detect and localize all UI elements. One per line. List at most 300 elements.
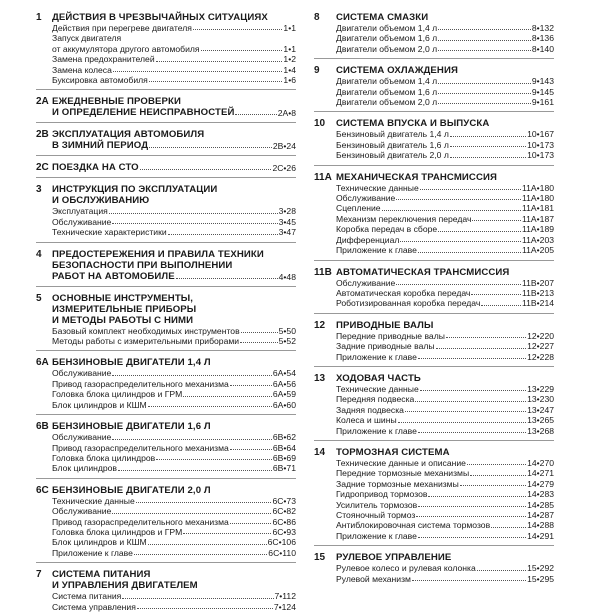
toc-entry-page: 6A•59 — [272, 389, 296, 400]
dot-leader — [112, 375, 272, 376]
dot-leader — [113, 71, 283, 72]
dot-leader — [396, 199, 521, 200]
chapter-title: И МЕТОДЫ РАБОТЫ С НИМИ — [52, 314, 194, 326]
section-body — [52, 249, 296, 282]
toc-entry-page: 13•265 — [527, 415, 554, 426]
dot-leader — [148, 544, 267, 545]
toc-entry — [52, 206, 296, 216]
toc-entry-page: 14•271 — [527, 468, 554, 479]
toc-entry-label: Двигатели объемом 1,4 л — [336, 23, 438, 33]
toc-entry-page: 13•268 — [527, 425, 554, 436]
section-body — [52, 293, 296, 347]
dot-leader — [450, 146, 526, 147]
section-divider — [36, 478, 296, 479]
chapter-page-ref: 4•48 — [278, 271, 296, 282]
toc-entry-label: Блок цилиндров и КШМ — [52, 399, 147, 410]
toc-entry-label: Двигатели объемом 2,0 л — [336, 97, 438, 108]
section-body — [52, 184, 296, 237]
toc-entry — [52, 400, 296, 410]
dot-leader — [491, 527, 526, 528]
toc-entry — [336, 214, 554, 224]
toc-entry — [336, 203, 554, 213]
dot-leader — [405, 411, 526, 412]
dot-leader — [428, 496, 526, 497]
toc-section — [36, 184, 296, 237]
toc-entry-page: 6B•71 — [272, 463, 296, 474]
dot-leader — [235, 114, 276, 115]
toc-entry — [336, 458, 554, 468]
chapter-title: ХОДОВАЯ ЧАСТЬ — [336, 372, 421, 384]
toc-entry — [336, 510, 554, 520]
chapter-title: РУЛЕВОЕ УПРАВЛЕНИЕ — [336, 552, 452, 564]
dot-leader — [112, 439, 272, 440]
toc-section — [314, 172, 554, 256]
dot-leader — [396, 284, 521, 285]
toc-right-column — [314, 12, 554, 584]
toc-entry — [52, 496, 296, 506]
dot-leader — [460, 485, 526, 486]
chapter-title: И ОБСЛУЖИВАНИЮ — [52, 195, 150, 207]
toc-entry-label: Бензиновый двигатель 1,6 л — [336, 139, 449, 150]
toc-entry-page: 6A•56 — [272, 378, 296, 389]
toc-section — [314, 373, 554, 436]
toc-section — [314, 12, 554, 54]
toc-entry-label: Эксплуатация — [52, 206, 108, 217]
chapter-number: 7 — [36, 569, 42, 581]
dot-leader — [112, 513, 271, 514]
toc-entry — [336, 193, 554, 203]
toc-entry-label: Стояночный тормоз — [336, 510, 416, 520]
toc-entry — [336, 563, 554, 573]
chapter-number: 3 — [36, 184, 42, 196]
toc-entry — [336, 426, 554, 436]
toc-entry-label: Технические данные — [336, 383, 419, 394]
section-body — [336, 373, 554, 436]
toc-section — [314, 552, 554, 584]
toc-entry — [52, 591, 296, 601]
toc-entry — [336, 331, 554, 341]
dot-leader — [477, 570, 526, 571]
toc-entry — [52, 548, 296, 558]
chapter-title-row — [52, 140, 296, 151]
toc-entry-page: 6C•106 — [267, 537, 296, 548]
section-body — [336, 320, 554, 362]
chapter-number: 1 — [36, 12, 42, 23]
section-divider — [314, 366, 554, 367]
toc-entry-label: Привод газораспределительного механизма — [52, 442, 229, 453]
dot-leader — [136, 502, 272, 503]
chapter-number: 12 — [314, 319, 326, 331]
toc-entry — [336, 489, 554, 499]
toc-entry-label: Технические характеристики — [52, 227, 167, 238]
chapter-title: ПОЕЗДКА НА СТО — [52, 162, 139, 174]
toc-entry-label: Технические данные — [52, 495, 135, 506]
dot-leader — [140, 169, 272, 170]
section-divider — [36, 122, 296, 123]
dot-leader — [122, 598, 273, 599]
toc-entry — [336, 44, 554, 54]
dot-leader — [438, 29, 531, 30]
toc-entry-page: 14•270 — [527, 457, 554, 468]
dot-leader — [230, 385, 272, 386]
section-body — [336, 65, 554, 107]
dot-leader — [112, 223, 277, 224]
toc-section — [36, 357, 296, 410]
toc-entry-page: 11A•180 — [522, 193, 554, 204]
chapter-number: 2C — [36, 162, 49, 174]
toc-entry-label: Обслуживание — [52, 432, 112, 443]
chapter-title: ОСНОВНЫЕ ИНСТРУМЕНТЫ, — [52, 292, 194, 304]
chapter-number: 14 — [314, 446, 326, 458]
chapter-number: 2A — [36, 96, 49, 108]
section-divider — [314, 313, 554, 314]
section-divider — [36, 89, 296, 90]
toc-entry — [336, 574, 554, 584]
toc-entry — [336, 288, 554, 298]
dot-leader — [148, 406, 272, 407]
toc-entry — [52, 23, 296, 33]
toc-entry-label: Приложение к главе — [336, 351, 417, 362]
toc-section — [314, 65, 554, 107]
toc-entry-page: 6B•64 — [272, 442, 296, 453]
toc-entry-label: Обслуживание — [52, 216, 112, 227]
dot-leader — [241, 332, 278, 333]
toc-entry-page: 6A•60 — [272, 399, 296, 410]
toc-entry — [336, 415, 554, 425]
dot-leader — [156, 459, 272, 460]
toc-entry-label: Двигатели объемом 1,6 л — [336, 86, 438, 97]
toc-entry-label: Привод газораспределительного механизма — [52, 516, 229, 527]
toc-entry — [336, 278, 554, 288]
toc-entry-page: 6A•54 — [272, 368, 296, 379]
chapter-number: 5 — [36, 292, 42, 304]
toc-entry-label: Привод газораспределительного механизма — [52, 378, 229, 389]
toc-entry-page: 7•112 — [274, 591, 296, 602]
toc-entry-label: Двигатели объемом 2,0 л — [336, 43, 438, 54]
toc-entry-label: Система управления — [52, 601, 136, 612]
toc-entry-page: 6C•82 — [272, 506, 296, 517]
section-body — [52, 96, 296, 118]
toc-entry-label: Бензиновый двигатель 2,0 л — [336, 150, 449, 161]
toc-entry — [52, 527, 296, 537]
toc-entry — [52, 453, 296, 463]
toc-entry — [52, 602, 296, 612]
dot-leader — [240, 342, 278, 343]
toc-entry — [52, 227, 296, 237]
toc-entry-page: 14•279 — [527, 478, 554, 489]
dot-leader — [472, 220, 521, 221]
toc-entry — [336, 245, 554, 255]
toc-entry — [336, 520, 554, 530]
toc-entry — [336, 23, 554, 33]
chapter-title: В ЗИМНИЙ ПЕРИОД — [52, 140, 149, 152]
chapter-page-ref: 2C•26 — [272, 163, 296, 174]
toc-section — [36, 421, 296, 474]
toc-entry-label: Приложение к главе — [336, 245, 417, 256]
dot-leader — [438, 103, 531, 104]
toc-entry-label: Базовый комплект необходимых инструментов — [52, 325, 240, 336]
chapter-title: ЕЖЕДНЕВНЫЕ ПРОВЕРКИ — [52, 96, 181, 108]
toc-entry-label: Система питания — [52, 591, 122, 602]
chapter-number: 8 — [314, 12, 320, 23]
chapter-number: 13 — [314, 372, 326, 384]
toc-entry — [336, 33, 554, 43]
dot-leader — [438, 40, 531, 41]
section-body — [52, 569, 296, 612]
toc-entry-label: Автоматическая коробка передач — [336, 287, 471, 298]
section-body — [52, 162, 296, 173]
toc-entry — [52, 432, 296, 442]
section-divider — [314, 260, 554, 261]
toc-entry-page: 14•288 — [527, 520, 554, 531]
toc-entry-label: Обслуживание — [52, 368, 112, 379]
toc-entry — [336, 97, 554, 107]
dot-leader — [193, 29, 283, 30]
chapter-title: И ОПРЕДЕЛЕНИЕ НЕИСПРАВНОСТЕЙ — [52, 107, 235, 119]
chapter-number: 6A — [36, 357, 49, 369]
toc-entry — [336, 76, 554, 86]
toc-entry-label: Бензиновый двигатель 1,4 л — [336, 129, 449, 140]
toc-entry-label: Головка блока цилиндров и ГРМ — [52, 526, 183, 537]
toc-section — [36, 129, 296, 151]
toc-section — [314, 320, 554, 362]
toc-entry-page: 6C•110 — [268, 547, 296, 558]
toc-section — [36, 12, 296, 85]
section-divider — [36, 350, 296, 351]
toc-entry-page: 13•230 — [527, 394, 554, 405]
toc-entry-label: Передние приводные валы — [336, 330, 445, 341]
toc-entry — [336, 500, 554, 510]
dot-leader — [438, 50, 531, 51]
toc-section — [36, 96, 296, 118]
dot-leader — [467, 464, 526, 465]
toc-entry — [52, 326, 296, 336]
toc-entry — [52, 389, 296, 399]
chapter-number: 6B — [36, 421, 49, 433]
dot-leader — [156, 61, 283, 62]
toc-section — [314, 447, 554, 541]
toc-entry-label: Технические данные и описание — [336, 457, 466, 468]
toc-entry — [52, 217, 296, 227]
dot-leader — [183, 396, 272, 397]
section-body — [52, 12, 296, 85]
chapter-title: БЕНЗИНОВЫЕ ДВИГАТЕЛИ 1,6 Л — [52, 421, 211, 433]
chapter-title: ТОРМОЗНАЯ СИСТЕМА — [336, 446, 450, 458]
section-divider — [314, 111, 554, 112]
section-body — [336, 172, 554, 256]
dot-leader — [149, 147, 272, 148]
toc-entry-label: Головка блока цилиндров и ГРМ — [52, 389, 183, 400]
chapter-title: ЭКСПЛУАТАЦИЯ АВТОМОБИЛЯ — [52, 129, 205, 141]
chapter-title: ИНСТРУКЦИЯ ПО ЭКСПЛУАТАЦИИ — [52, 184, 218, 196]
toc-entry — [52, 65, 296, 75]
toc-entry-label: Роботизированная коробка передач — [336, 298, 481, 309]
dot-leader — [450, 157, 526, 158]
toc-entry-page: 15•295 — [527, 573, 554, 584]
toc-entry — [52, 44, 296, 54]
dot-leader — [400, 241, 521, 242]
chapter-title: РАБОТ НА АВТОМОБИЛЕ — [52, 270, 175, 282]
chapter-number: 11B — [314, 266, 332, 278]
dot-leader — [481, 305, 521, 306]
chapter-title: БЕНЗИНОВЫЕ ДВИГАТЕЛИ 2,0 Л — [52, 484, 211, 496]
toc-entry-label: Задние тормозные механизмы — [336, 478, 459, 489]
dot-leader — [118, 470, 272, 471]
toc-entry-label: Коробка передач в сборе — [336, 224, 438, 235]
toc-entry-page: 11A•181 — [522, 203, 554, 214]
toc-entry-page: 12•227 — [527, 341, 554, 352]
toc-entry-page: 11A•180 — [522, 182, 554, 193]
toc-entry-label: Усилитель тормозов — [336, 499, 418, 510]
dot-leader — [201, 50, 283, 51]
toc-entry-label: Передние тормозные механизмы — [336, 468, 470, 479]
chapter-number: 9 — [314, 65, 320, 77]
chapter-page-ref: 2B•24 — [272, 141, 296, 152]
toc-entry-page: 11B•213 — [522, 287, 554, 298]
dot-leader — [418, 358, 526, 359]
toc-entry — [336, 468, 554, 478]
toc-entry-page: 6C•93 — [272, 526, 296, 537]
chapter-number: 4 — [36, 248, 42, 260]
toc-entry-label: Блок цилиндров и КШМ — [52, 537, 147, 548]
toc-entry-page: 1•1 — [283, 43, 296, 54]
toc-entry-label: Передняя подвеска — [336, 394, 415, 405]
toc-entry-label: Головка блока цилиндров — [52, 452, 156, 463]
toc-entry — [52, 336, 296, 346]
toc-entry — [336, 150, 554, 160]
chapter-number: 15 — [314, 552, 326, 564]
dot-leader — [470, 475, 526, 476]
toc-section — [36, 162, 296, 173]
toc-entry-page: 3•45 — [278, 216, 296, 227]
dot-leader — [415, 401, 526, 402]
toc-entry-label: Антиблокировочная система тормозов — [336, 520, 491, 531]
toc-entry-page: 13•247 — [527, 404, 554, 415]
toc-entry — [52, 463, 296, 473]
toc-entry — [52, 537, 296, 547]
dot-leader — [149, 81, 283, 82]
toc-entry-page: 9•143 — [531, 76, 554, 87]
toc-entry-label: Методы работы с измерительными приборами — [52, 336, 240, 347]
toc-entry-label: Механизм переключения передач — [336, 213, 472, 224]
toc-entry-page: 11A•187 — [522, 213, 554, 224]
toc-entry-label: Действия при перегреве двигателя — [52, 23, 192, 33]
section-divider — [314, 440, 554, 441]
toc-entry-label: Дифференциал — [336, 234, 400, 245]
chapter-number: 11A — [314, 171, 332, 183]
toc-entry-page: 12•228 — [527, 351, 554, 362]
chapter-title: СИСТЕМА ВПУСКА И ВЫПУСКА — [336, 118, 490, 130]
toc-entry-label: Колеса и шины — [336, 415, 397, 426]
toc-entry — [336, 341, 554, 351]
dot-leader — [137, 608, 273, 609]
toc-entry — [52, 506, 296, 516]
dot-leader — [398, 422, 526, 423]
toc-entry-page: 14•285 — [527, 499, 554, 510]
chapter-title: СИСТЕМА СМАЗКИ — [336, 12, 429, 23]
chapter-title: ИЗМЕРИТЕЛЬНЫЕ ПРИБОРЫ — [52, 303, 197, 315]
section-body — [336, 267, 554, 309]
chapter-title: БЕНЗИНОВЫЕ ДВИГАТЕЛИ 1,4 Л — [52, 357, 211, 369]
chapter-title-row — [52, 162, 296, 173]
toc-entry — [336, 352, 554, 362]
chapter-title: ПРЕДОСТЕРЕЖЕНИЯ И ПРАВИЛА ТЕХНИКИ — [52, 248, 264, 260]
toc-entry — [336, 129, 554, 139]
toc-entry-page: 11A•203 — [522, 234, 554, 245]
toc-entry — [336, 183, 554, 193]
toc-entry-page: 1•6 — [283, 75, 296, 86]
toc-section — [314, 267, 554, 309]
chapter-title: МЕХАНИЧЕСКАЯ ТРАНСМИССИЯ — [336, 171, 497, 183]
chapter-title: БЕЗОПАСНОСТИ ПРИ ВЫПОЛНЕНИИ — [52, 259, 233, 271]
toc-entry-page: 14•287 — [527, 510, 554, 520]
toc-entry-label: Обслуживание — [336, 193, 396, 204]
toc-entry-label: Приложение к главе — [52, 547, 133, 558]
toc-entry-page: 3•28 — [278, 206, 296, 217]
toc-entry-page: 8•140 — [531, 43, 554, 54]
dot-leader — [382, 210, 521, 211]
toc-entry-page: 11A•205 — [522, 245, 554, 256]
toc-section — [36, 249, 296, 282]
section-divider — [36, 286, 296, 287]
section-body — [336, 447, 554, 541]
toc-entry-label: Задние приводные валы — [336, 341, 435, 352]
dot-leader — [436, 348, 527, 349]
toc-entry-page: 6C•86 — [272, 516, 296, 527]
toc-entry-label: Приложение к главе — [336, 425, 417, 436]
dot-leader — [438, 93, 531, 94]
toc-entry-label: Рулевой механизм — [336, 573, 411, 584]
toc-entry-page: 11A•189 — [522, 224, 554, 235]
dot-leader — [420, 189, 521, 190]
toc-section — [314, 118, 554, 160]
toc-entry-page: 11B•207 — [522, 277, 554, 288]
section-body — [336, 12, 554, 54]
toc-entry-label: от аккумулятора другого автомобиля — [52, 43, 200, 54]
toc-entry-page: 14•291 — [527, 530, 554, 541]
toc-entry — [336, 531, 554, 541]
section-divider — [36, 414, 296, 415]
toc-entry-page: 13•229 — [527, 383, 554, 394]
toc-entry — [52, 75, 296, 85]
dot-leader — [412, 580, 526, 581]
toc-entry-label: Технические данные — [336, 182, 419, 193]
toc-entry-page: 12•220 — [527, 330, 554, 341]
toc-entry-page: 1•2 — [283, 54, 296, 65]
toc-entry — [336, 298, 554, 308]
chapter-title: СИСТЕМА ПИТАНИЯ — [52, 569, 151, 581]
toc-entry-page: 1•4 — [283, 64, 296, 75]
toc-entry — [336, 224, 554, 234]
dot-leader — [446, 337, 526, 338]
chapter-title: ПРИВОДНЫЕ ВАЛЫ — [336, 319, 434, 331]
dot-leader — [168, 234, 278, 235]
toc-entry-label: Блок цилиндров — [52, 463, 118, 474]
section-divider — [314, 165, 554, 166]
toc-entry-label: Запуск двигателя — [52, 33, 122, 44]
section-divider — [36, 242, 296, 243]
toc-entry-page: 1•1 — [283, 23, 296, 33]
toc-entry-page: 15•292 — [527, 563, 554, 574]
toc-section — [36, 569, 296, 612]
toc-entry-page: 8•136 — [531, 33, 554, 44]
toc-entry — [336, 87, 554, 97]
toc-entry-page: 11B•214 — [522, 298, 554, 309]
toc-entry — [336, 140, 554, 150]
toc-entry-page: 6B•62 — [272, 432, 296, 443]
toc-entry-page: 6B•69 — [272, 452, 296, 463]
toc-entry — [52, 517, 296, 527]
